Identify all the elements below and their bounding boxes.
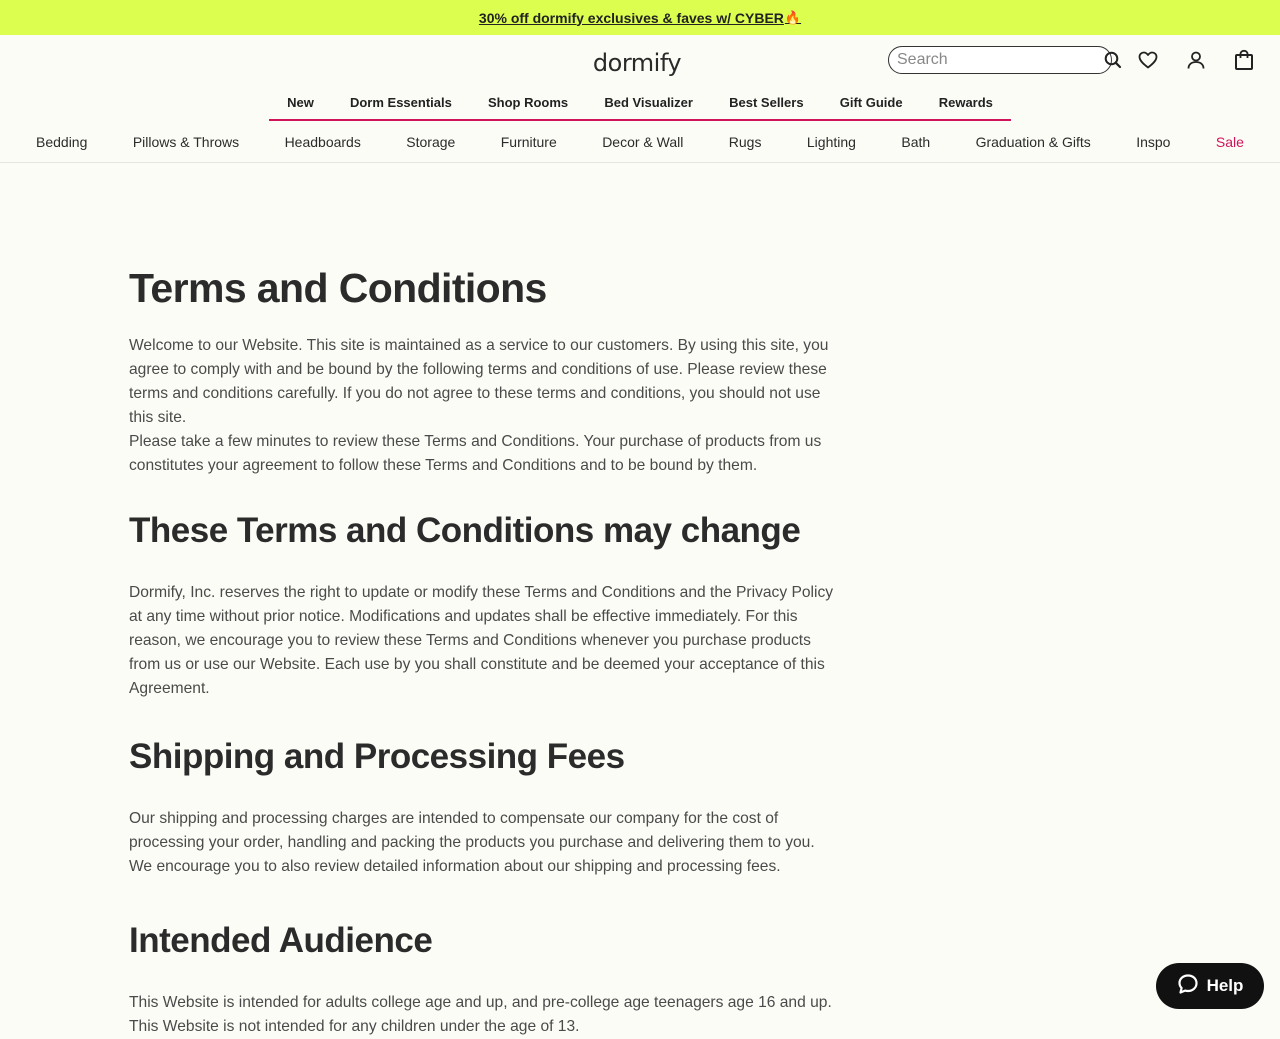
category-headboards[interactable]: Headboards: [284, 134, 361, 150]
category-graduation-gifts[interactable]: Graduation & Gifts: [975, 134, 1091, 150]
promo-banner: [0, 0, 1280, 35]
category-bedding[interactable]: Bedding: [36, 134, 88, 150]
promo-link[interactable]: [479, 10, 801, 26]
category-inspo[interactable]: Inspo: [1136, 134, 1171, 150]
primary-nav: [269, 87, 1011, 121]
section-body: This Website is intended for adults college age and up, and pre-college age teenagers age 16 and up. This Website is not intended for any children under the age of 13.: [129, 994, 832, 1035]
terms-content: [129, 262, 841, 1039]
section-body: Dormify, Inc. reserves the right to update or modify these Terms and Conditions and the Privacy Policy at any time without prior notice. Modifications and updates shall be effective immediately. For this reason, we encourage you to review these Terms and Conditions whenever you purchase products from us or use our Website. Each use by you shall constitute and be deemed your acceptance of this Agreement.: [129, 584, 834, 697]
category-rugs[interactable]: Rugs: [728, 134, 762, 150]
intro-paragraph: Welcome to our Website. This site is maintained as a service to our customers. By using this site, you agree to comply with and be bound by the following terms and conditions of use. Please review these terms and conditions carefully. If you do not agree to these terms and conditions, you should not use this site.: [129, 337, 829, 426]
section-heading: Intended Audience: [129, 921, 433, 960]
site-header: [0, 35, 1280, 163]
section-body: Our shipping and processing charges are intended to compensate our company for the cost of processing your order, handling and packing the products you purchase and delivering them to you. We encourage you to also review detailed information about our shipping and processing fees.: [129, 810, 815, 875]
nav-new[interactable]: New: [287, 94, 314, 110]
promo-text: 30% off dormify exclusives & faves w/ CYBER: [478, 9, 784, 26]
section-heading: Shipping and Processing Fees: [129, 737, 625, 776]
flame-icon: 🔥: [784, 9, 802, 25]
category-sale[interactable]: Sale: [1215, 134, 1244, 150]
nav-gift-guide[interactable]: Gift Guide: [839, 94, 903, 110]
section-heading: These Terms and Conditions may change: [129, 511, 801, 550]
help-button[interactable]: [1156, 963, 1264, 1009]
page-title: Terms and Conditions: [129, 265, 547, 311]
shopping-bag-icon[interactable]: [1233, 49, 1255, 71]
category-pillows-throws[interactable]: Pillows & Throws: [132, 134, 240, 150]
category-storage[interactable]: Storage: [406, 134, 456, 150]
nav-rewards[interactable]: Rewards: [938, 94, 993, 110]
logo[interactable]: dormify: [592, 49, 682, 77]
category-furniture[interactable]: Furniture: [500, 134, 557, 150]
nav-dorm-essentials[interactable]: Dorm Essentials: [349, 94, 452, 110]
search-input[interactable]: [897, 51, 1104, 69]
nav-best-sellers[interactable]: Best Sellers: [729, 94, 804, 110]
account-icon[interactable]: [1185, 49, 1207, 71]
search-bar[interactable]: [888, 46, 1112, 74]
heart-icon[interactable]: [1137, 49, 1159, 71]
chat-bubble-icon: [1177, 973, 1199, 1000]
help-label: Help: [1206, 976, 1244, 995]
category-bath[interactable]: Bath: [901, 134, 931, 150]
intro-paragraph-2: Please take a few minutes to review these Terms and Conditions. Your purchase of products from us constitutes your agreement to follow these Terms and Conditions and to be bound by them.: [129, 433, 822, 474]
category-lighting[interactable]: Lighting: [806, 134, 856, 150]
search-icon[interactable]: [1104, 51, 1122, 69]
category-decor-wall[interactable]: Decor & Wall: [602, 134, 684, 150]
nav-bed-visualizer[interactable]: Bed Visualizer: [604, 94, 693, 110]
nav-shop-rooms[interactable]: Shop Rooms: [488, 94, 569, 110]
category-nav: [14, 130, 1266, 154]
